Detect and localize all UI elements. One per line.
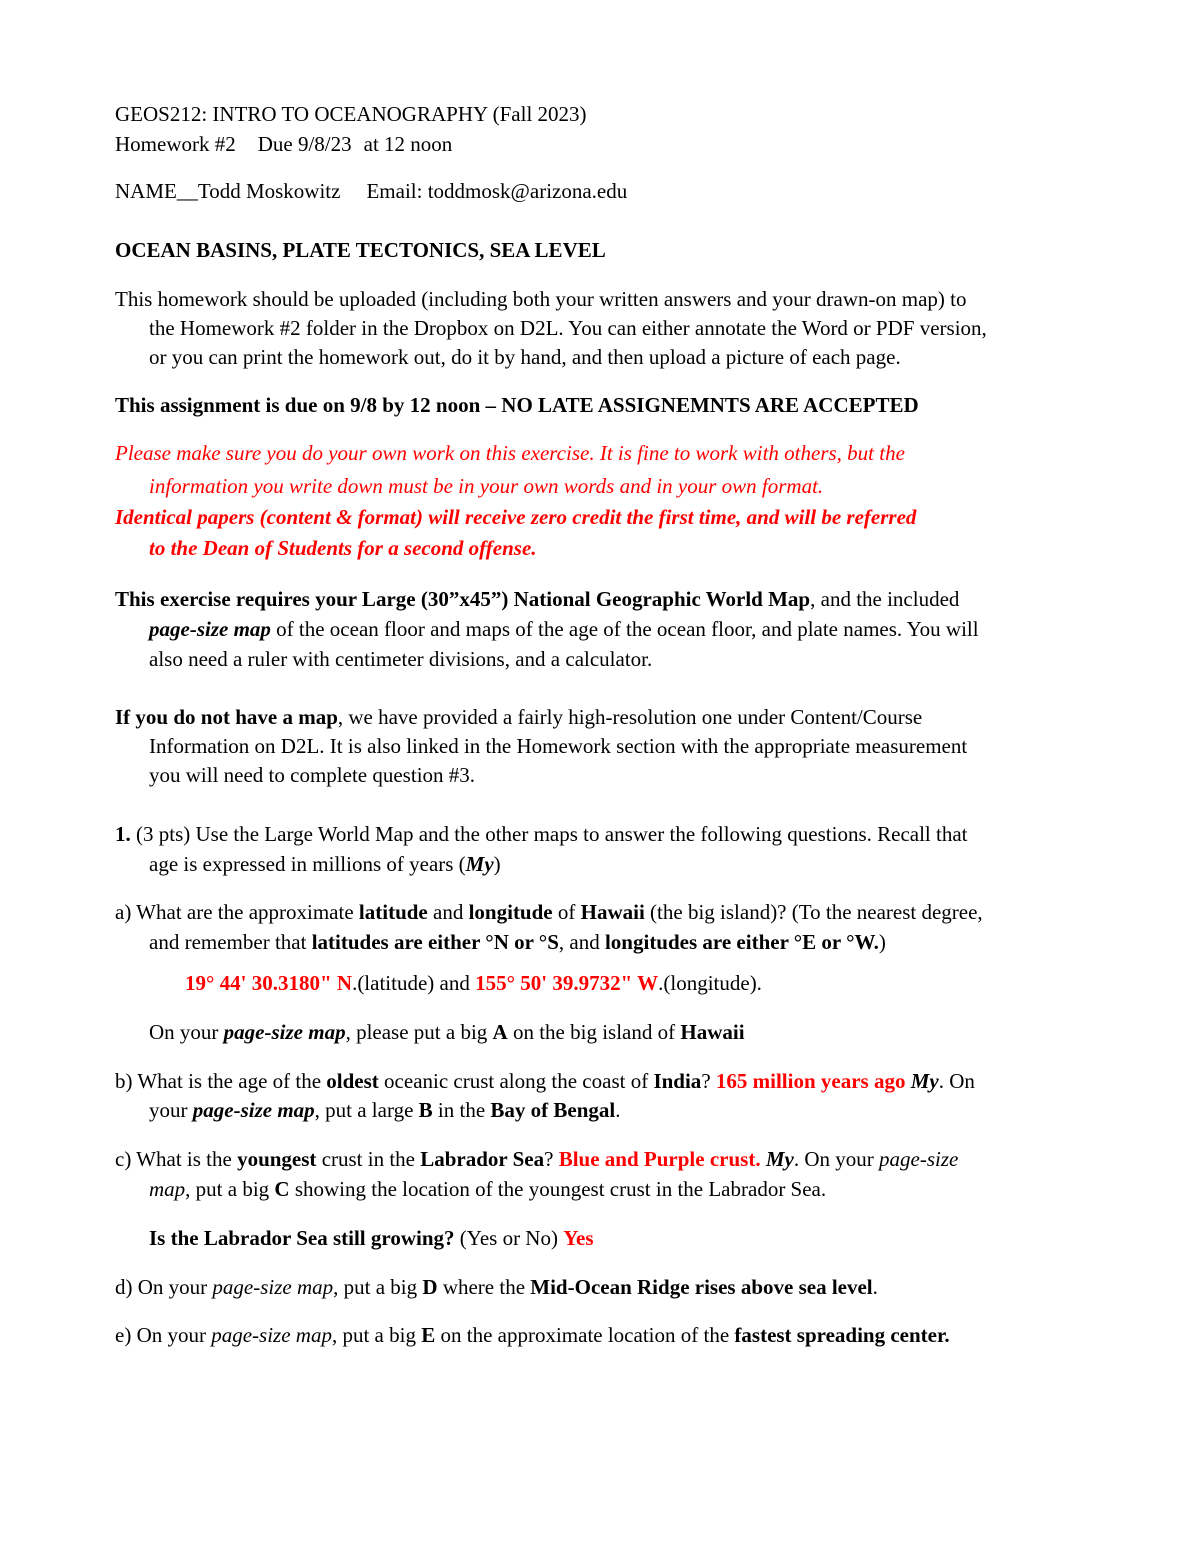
qa-map-text-1: On your xyxy=(149,1020,224,1044)
upload-instructions-line-1: This homework should be uploaded (including both your written answers and your drawn-on map) to xyxy=(115,287,967,311)
question-1-text: (3 pts) Use the Large World Map and the other maps to answer the following questions. Recall that xyxy=(130,822,968,846)
page-size-map-term: page-size map xyxy=(223,1020,346,1044)
no-map-line-1 xyxy=(115,707,922,728)
page-size-map-term: page-size map xyxy=(192,1098,315,1122)
qd-text-4: . xyxy=(872,1275,878,1299)
question-c-line-1 xyxy=(115,1149,958,1170)
question-c-line-2 xyxy=(149,1179,826,1200)
student-name: Todd Moskowitz xyxy=(197,179,341,203)
qa-latitude-rule: latitudes are either °N or °S xyxy=(311,930,559,954)
requirements-text: , and the included xyxy=(810,587,960,611)
question-1-text-2: age is expressed in millions of years ( xyxy=(149,852,466,876)
question-a-line-1 xyxy=(115,902,983,923)
question-b-line-1 xyxy=(115,1071,975,1092)
qe-fastest-spreading: fastest spreading center. xyxy=(734,1323,950,1347)
page-size-map-term-cont: map xyxy=(149,1177,186,1201)
qb-text-1: b) What is the age of the xyxy=(115,1069,327,1093)
yes-or-no: (Yes or No) xyxy=(454,1226,564,1250)
requirements-line-1 xyxy=(115,589,959,610)
answer-youngest-crust: Blue and Purple crust. xyxy=(558,1147,761,1171)
qa-latitude: latitude xyxy=(358,900,428,924)
qb-bay-of-bengal: Bay of Bengal xyxy=(490,1098,616,1122)
no-map-bold: If you do not have a map xyxy=(115,705,338,729)
question-d xyxy=(115,1277,878,1298)
qb-india: India xyxy=(653,1069,702,1093)
section-title: OCEAN BASINS, PLATE TECTONICS, SEA LEVEL xyxy=(115,238,606,262)
homework-number: Homework #2 xyxy=(115,132,236,156)
question-c-growing xyxy=(149,1228,594,1249)
qd-text-1: d) On your xyxy=(115,1275,213,1299)
qc-youngest: youngest xyxy=(237,1147,317,1171)
answer-longitude: 155° 50' 39.9732" W xyxy=(475,971,659,995)
page-size-map-term: page-size map xyxy=(212,1275,334,1299)
warning-line-3: Identical papers (content & format) will receive zero credit the first time, and will be referred xyxy=(115,505,917,529)
qa-hawaii: Hawaii xyxy=(580,900,645,924)
name-label: NAME__ xyxy=(115,179,198,203)
question-a-answer xyxy=(185,973,762,994)
map-letter-a: A xyxy=(492,1020,508,1044)
qc-labrador-sea: Labrador Sea xyxy=(420,1147,545,1171)
requirements-bold: This exercise requires your Large (30”x45”) National Geographic World Map xyxy=(115,587,811,611)
upload-instructions-line-3: or you can print the homework out, do it by hand, and then upload a picture of each page. xyxy=(149,345,901,369)
qc-text-3: ? xyxy=(544,1147,559,1171)
my-unit: My xyxy=(765,1147,794,1171)
qe-text-2: , put a big xyxy=(331,1323,422,1347)
answer-oldest-crust: 165 million years ago xyxy=(715,1069,906,1093)
qa-text-4: (the big island)? (To the nearest degree, xyxy=(644,900,983,924)
deadline-notice: This assignment is due on 9/8 by 12 noon – NO LATE ASSIGNEMNTS ARE ACCEPTED xyxy=(115,393,919,417)
question-1-line-2 xyxy=(149,854,501,875)
qc-text-4: . On your xyxy=(793,1147,879,1171)
qa-hawaii-2: Hawaii xyxy=(680,1020,745,1044)
qe-text-3: on the approximate location of the xyxy=(435,1323,735,1347)
growing-question: Is the Labrador Sea still growing? xyxy=(149,1226,455,1250)
page-size-map-term: page-size map xyxy=(149,617,271,641)
warning-line-2: information you write down must be in your own words and in your own format. xyxy=(149,474,824,498)
qa-longitude: longitude xyxy=(468,900,553,924)
due-date: Due 9/8/23 xyxy=(257,132,352,156)
qb-oldest: oldest xyxy=(326,1069,379,1093)
map-letter-e: E xyxy=(421,1323,436,1347)
qa-map-text-2: , please put a big xyxy=(345,1020,493,1044)
question-a-line-2 xyxy=(149,932,886,953)
question-b-line-2 xyxy=(149,1100,621,1121)
question-e xyxy=(115,1325,950,1346)
qa-longitude-rule: longitudes are either °E or °W. xyxy=(604,930,879,954)
question-a-map-instruction xyxy=(149,1022,745,1043)
qc-text-5: , put a big xyxy=(185,1177,275,1201)
qa-text-3: of xyxy=(552,900,581,924)
map-letter-c: C xyxy=(274,1177,290,1201)
requirements-text-2: of the ocean floor and maps of the age of the ocean floor, and plate names. You will xyxy=(270,617,979,641)
course-title-text: GEOS212: INTRO TO OCEANOGRAPHY (Fall 2023) xyxy=(115,102,587,126)
qa-text-6: , and xyxy=(558,930,605,954)
student-email: Email: toddmosk@arizona.edu xyxy=(366,179,628,203)
page-size-map-term: page-size map xyxy=(211,1323,332,1347)
requirements-line-2 xyxy=(149,619,979,640)
answer-latitude: 19° 44' 30.3180" N xyxy=(185,971,353,995)
qc-text-1: c) What is the xyxy=(115,1147,238,1171)
name-email-line xyxy=(115,181,627,202)
qd-ridge: Mid-Ocean Ridge rises above sea level xyxy=(530,1275,873,1299)
no-map-line-3: you will need to complete question #3. xyxy=(149,763,476,787)
warning-line-4: to the Dean of Students for a second offense. xyxy=(149,536,537,560)
upload-instructions-line-2: the Homework #2 folder in the Dropbox on D2L. You can either annotate the Word or PDF version, xyxy=(149,316,987,340)
due-time: at 12 noon xyxy=(363,132,453,156)
qa-text-7: ) xyxy=(878,930,886,954)
qa-text-2: and xyxy=(427,900,469,924)
question-1-close: ) xyxy=(493,852,501,876)
qd-text-3: where the xyxy=(437,1275,531,1299)
qb-text-8: . xyxy=(615,1098,621,1122)
answer-growing: Yes xyxy=(563,1226,594,1250)
answer-longitude-label: .(longitude). xyxy=(658,971,762,995)
map-letter-b: B xyxy=(418,1098,433,1122)
qb-text-5: your xyxy=(149,1098,193,1122)
qb-text-3: ? xyxy=(701,1069,716,1093)
homework-due-line xyxy=(115,134,452,155)
question-1-line-1 xyxy=(115,824,968,845)
qc-text-6: showing the location of the youngest crust in the Labrador Sea. xyxy=(289,1177,827,1201)
course-title xyxy=(115,104,587,125)
qb-text-6: , put a large xyxy=(314,1098,419,1122)
my-unit: My xyxy=(910,1069,939,1093)
page-size-map-term: page-size xyxy=(879,1147,959,1171)
qa-map-text-3: on the big island of xyxy=(507,1020,681,1044)
no-map-text: , we have provided a fairly high-resolution one under Content/Course xyxy=(337,705,923,729)
no-map-line-2: Information on D2L. It is also linked in the Homework section with the appropriate measurement xyxy=(149,734,968,758)
qa-text-1: a) What are the approximate xyxy=(115,900,359,924)
qe-text-1: e) On your xyxy=(115,1323,212,1347)
requirements-line-3: also need a ruler with centimeter divisions, and a calculator. xyxy=(149,647,653,671)
map-letter-d: D xyxy=(422,1275,438,1299)
answer-latitude-label: .(latitude) and xyxy=(352,971,476,995)
qa-text-5: and remember that xyxy=(149,930,312,954)
qd-text-2: , put a big xyxy=(333,1275,423,1299)
warning-line-1: Please make sure you do your own work on this exercise. It is fine to work with others, but the xyxy=(115,441,905,465)
my-unit: My xyxy=(465,852,494,876)
question-1-number: 1. xyxy=(115,822,131,846)
qb-text-2: oceanic crust along the coast of xyxy=(378,1069,654,1093)
qc-text-2: crust in the xyxy=(316,1147,421,1171)
qb-text-7: in the xyxy=(432,1098,491,1122)
qb-text-4: . On xyxy=(938,1069,975,1093)
